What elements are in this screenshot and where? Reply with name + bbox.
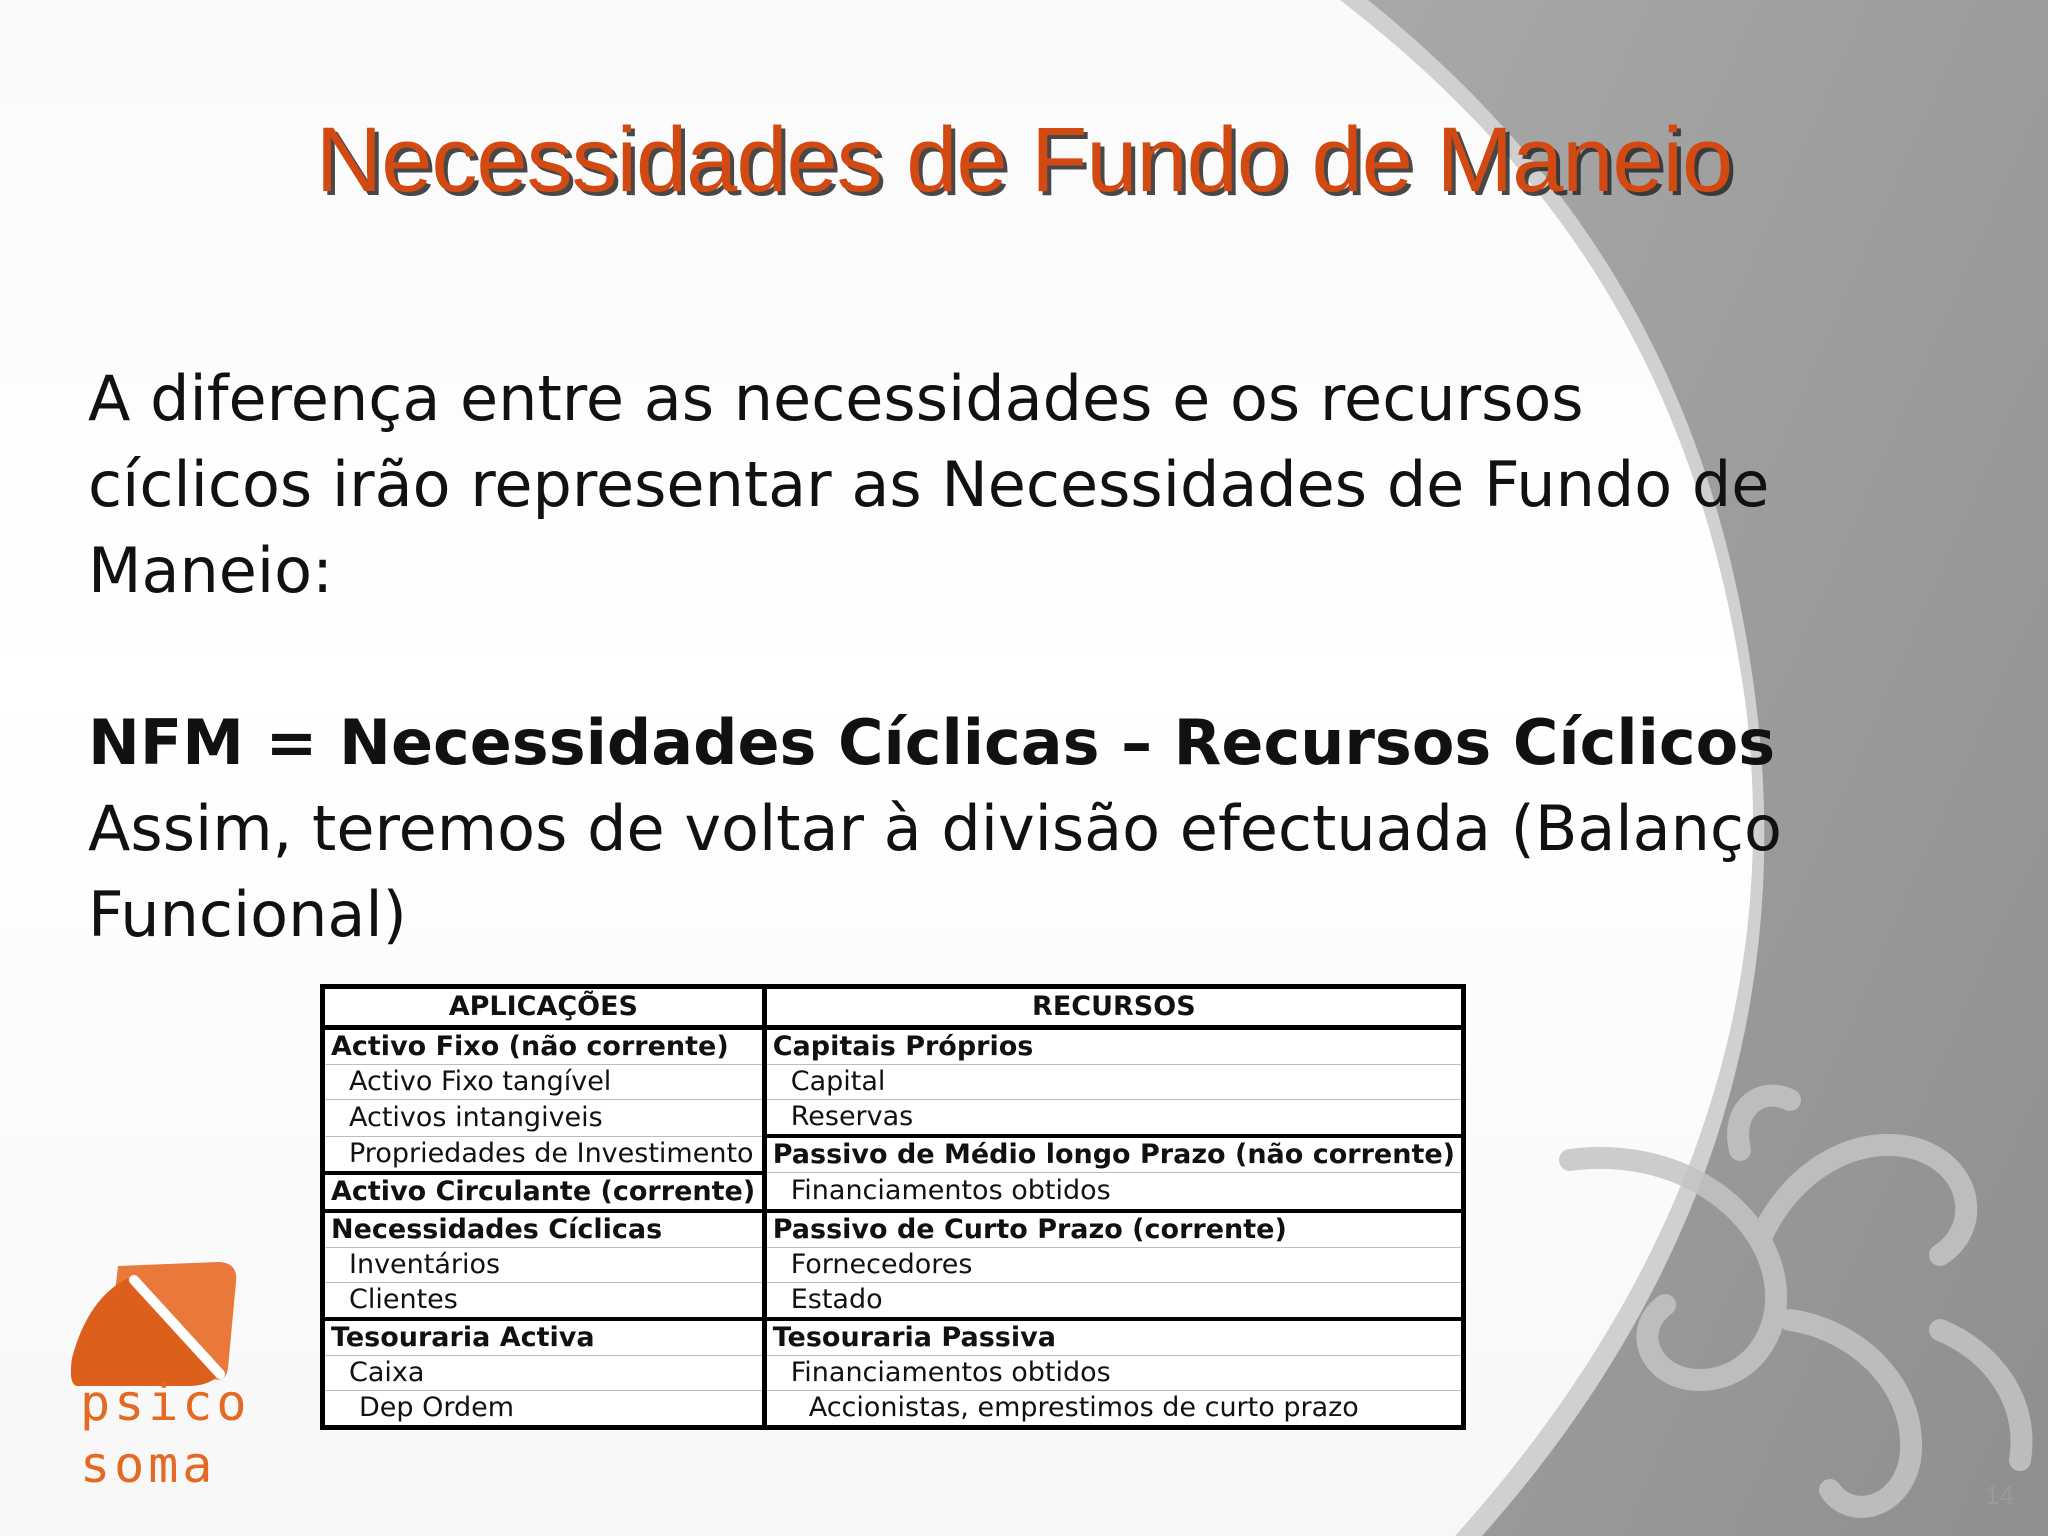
header-recursos: RECURSOS [764, 987, 1463, 1028]
table-row [323, 1100, 1464, 1137]
slide-title: Necessidades de Fundo de Maneio [315, 109, 1733, 211]
functional-balance-table [320, 984, 1466, 1430]
cell-right: Financiamentos obtidos [764, 1355, 1463, 1390]
table-row [323, 1282, 1464, 1319]
cell-left: Clientes [323, 1282, 765, 1319]
cell-right: Reservas [764, 1100, 1463, 1137]
intro-paragraph: A diferença entre as necessidades e os recursos cíclicos irão representar as Necessidades de Fundo de Maneio: [88, 362, 1770, 607]
cell-left: Activo Fixo tangível [323, 1065, 765, 1100]
table-row [323, 1319, 1464, 1356]
cell-right: Fornecedores [764, 1247, 1463, 1282]
cell-right: Capitais Próprios [764, 1028, 1463, 1065]
cell-left: Activos intangiveis [323, 1100, 765, 1137]
cell-left: Tesouraria Activa [323, 1319, 765, 1356]
cell-right: Accionistas, emprestimos de curto prazo [764, 1390, 1463, 1427]
cell-left: Activo Fixo (não corrente) [323, 1028, 765, 1065]
cell-right: Financiamentos obtidos [764, 1173, 1463, 1211]
cell-right: Passivo de Médio longo Prazo (não corrente) [764, 1136, 1463, 1173]
page-number: 14 [1985, 1480, 2014, 1510]
table-row [323, 1355, 1464, 1390]
logo-text-psico: psico [80, 1374, 251, 1432]
cell-left: Activo Circulante (corrente) [323, 1173, 765, 1211]
logo-text-soma: soma [80, 1436, 217, 1494]
table-row [323, 1247, 1464, 1282]
cell-left: Necessidades Cíclicas [323, 1211, 765, 1248]
table-row [323, 1390, 1464, 1427]
cell-right: Passivo de Curto Prazo (corrente) [764, 1211, 1463, 1248]
table-row [323, 1173, 1464, 1211]
cell-right: Estado [764, 1282, 1463, 1319]
balance-paragraph: Assim, teremos de voltar à divisão efectuada (Balanço Funcional) [88, 792, 1782, 951]
header-aplicacoes: APLICAÇÕES [323, 987, 765, 1028]
table-row [323, 1136, 1464, 1173]
cell-left: Inventários [323, 1247, 765, 1282]
cell-left: Dep Ordem [323, 1390, 765, 1427]
table-row [323, 1028, 1464, 1065]
table-row [323, 1065, 1464, 1100]
table-header-row [323, 987, 1464, 1028]
cell-right: Tesouraria Passiva [764, 1319, 1463, 1356]
cell-right: Capital [764, 1065, 1463, 1100]
table-row [323, 1211, 1464, 1248]
slide-body [88, 356, 1788, 958]
nfm-formula: NFM = Necessidades Cíclicas – Recursos Cíclicos [88, 706, 1776, 779]
cell-left: Propriedades de Investimento [323, 1136, 765, 1173]
cell-left: Caixa [323, 1355, 765, 1390]
